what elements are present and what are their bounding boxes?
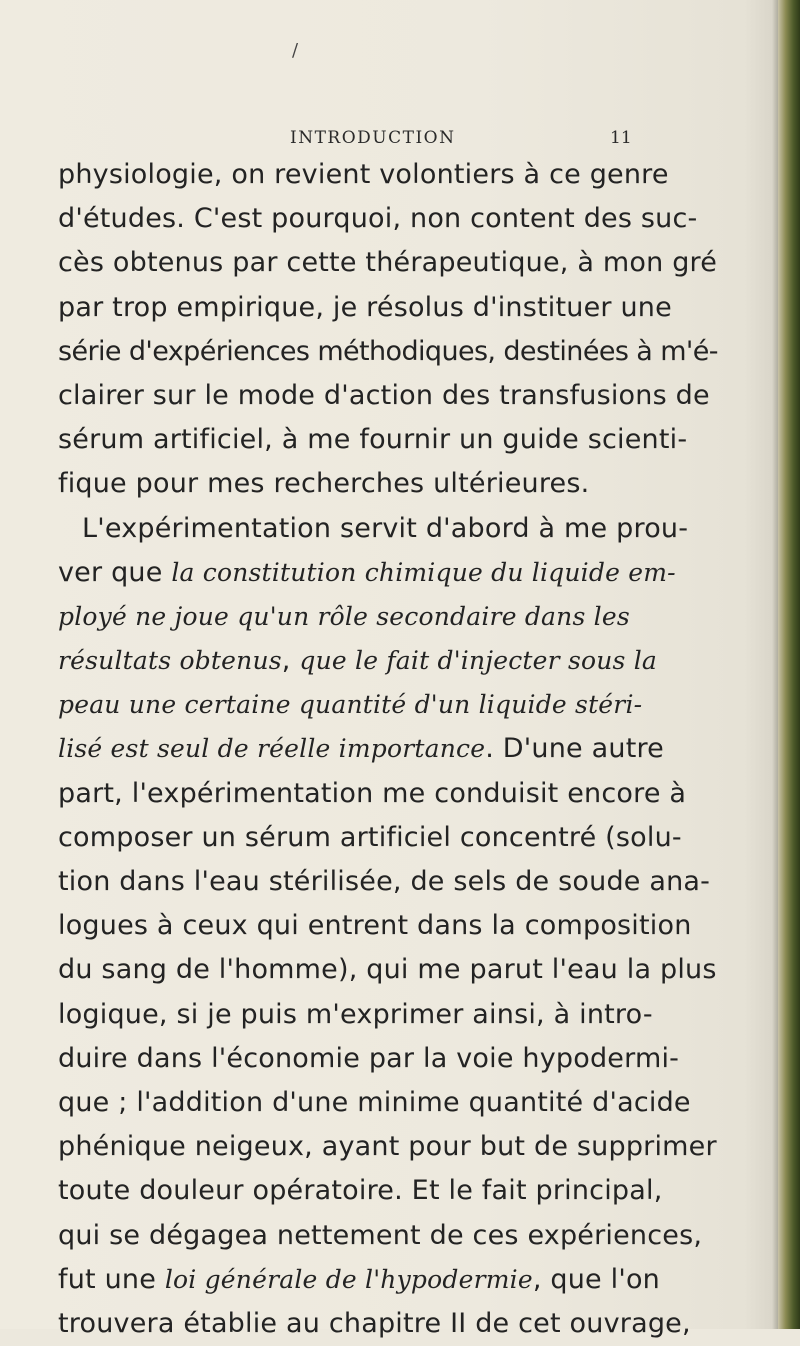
text-line (58, 1037, 770, 1081)
text-run: toute douleur opératoire. Et le fait principal, (58, 1175, 663, 1207)
book-binding (778, 0, 800, 1329)
text-line (58, 772, 770, 816)
text-run: trouvera établie au chapitre II de cet ouvrage, (58, 1307, 691, 1339)
text-line (58, 993, 770, 1037)
italic-text-run: que le fait d'injecter sous la (299, 646, 658, 676)
italic-text-run: la constitution chimique du liquide em- (171, 557, 676, 587)
text-line (58, 418, 770, 462)
text-run: logique, si je puis m'exprimer ainsi, à intro- (58, 998, 653, 1030)
italic-text-run: peau une certaine quantité d'un liquide stéri- (58, 690, 643, 720)
text-line (58, 683, 770, 727)
text-line (58, 507, 770, 551)
text-run: tion dans l'eau stérilisée, de sels de soude ana- (58, 866, 711, 897)
text-line (58, 462, 770, 506)
text-line (58, 1258, 770, 1302)
text-line (58, 330, 770, 374)
text-line (58, 551, 770, 595)
text-line (58, 1302, 770, 1346)
body-text (58, 153, 770, 1346)
text-run: que ; l'addition d'une minime quantité d'acide (58, 1086, 691, 1118)
text-run: clairer sur le mode d'action des transfusions de (58, 379, 710, 411)
text-run: fut une (58, 1263, 165, 1295)
text-run: L'expérimentation servit d'abord à me prou- (82, 512, 689, 544)
text-run: du sang de l'homme), qui me parut l'eau la plus (58, 954, 717, 986)
text-run: . D'une autre (485, 733, 664, 765)
text-line (58, 153, 770, 197)
text-run: fique pour mes recherches ultérieures. (58, 468, 590, 500)
italic-text-run: résultats obtenus (58, 646, 282, 676)
text-run: sérum artificiel, à me fournir un guide scienti- (58, 424, 688, 456)
text-run: phénique neigeux, ayant pour but de supprimer (58, 1131, 717, 1163)
text-run: , (281, 645, 300, 677)
text-line (58, 241, 770, 285)
margin-mark: / (292, 40, 299, 61)
italic-text-run: ployé ne joue qu'un rôle secondaire dans les (58, 601, 630, 631)
text-line (58, 948, 770, 992)
text-run: d'études. C'est pourquoi, non content des suc- (58, 203, 698, 235)
text-run: part, l'expérimentation me conduisit encore à (58, 777, 687, 809)
text-line (58, 639, 770, 683)
page-header (0, 124, 800, 154)
text-run: par trop empirique, je résolus d'instituer une (58, 291, 672, 323)
text-run: cès obtenus par cette thérapeutique, à mon gré (58, 247, 718, 279)
text-run: duire dans l'économie par la voie hypodermi- (58, 1042, 680, 1074)
text-line (58, 860, 770, 904)
text-line (58, 374, 770, 418)
text-line (58, 595, 770, 639)
text-line (58, 286, 770, 330)
italic-text-run: loi générale de l'hypodermie (164, 1264, 533, 1294)
text-line (58, 904, 770, 948)
text-line (58, 1125, 770, 1169)
text-run: qui se dégagea nettement de ces expériences, (58, 1219, 703, 1251)
page-number: 11 (610, 128, 632, 148)
text-run: ver que (58, 556, 172, 588)
text-line (58, 1081, 770, 1125)
text-line (58, 197, 770, 241)
italic-text-run: lisé est seul de réelle importance (58, 734, 486, 764)
text-run: série d'expériences méthodiques, destinées à m'é- (58, 335, 718, 367)
text-line (58, 816, 770, 860)
text-run: , que l'on (532, 1263, 660, 1295)
text-line (58, 727, 770, 771)
text-line (58, 1214, 770, 1258)
text-run: logues à ceux qui entrent dans la composition (58, 910, 692, 942)
text-run: composer un sérum artificiel concentré (solu- (58, 821, 682, 853)
text-run: physiologie, on revient volontiers à ce genre (58, 159, 669, 190)
running-title: INTRODUCTION (290, 128, 456, 148)
text-line (58, 1169, 770, 1213)
